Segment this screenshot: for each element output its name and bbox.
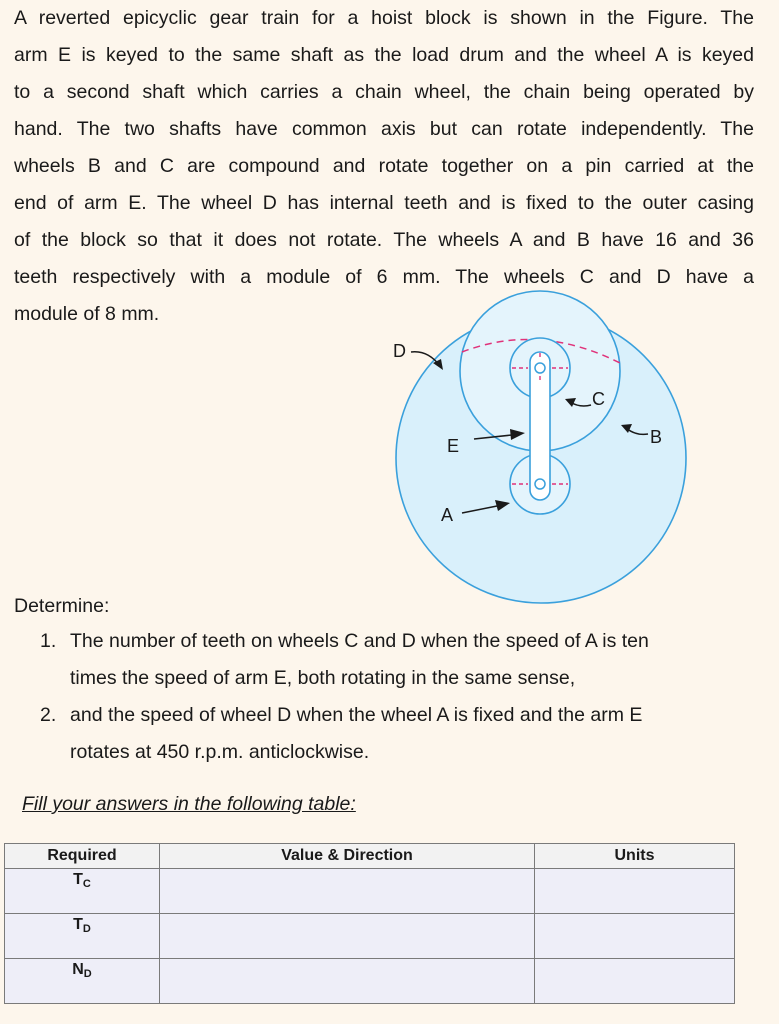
symbol-sub: C (82, 878, 91, 890)
problem-line: of the block so that it does not rotate. The wheels A and B have 16 and 36 (14, 229, 754, 251)
header-units: Units (535, 844, 735, 869)
question-text: rotates at 450 r.p.m. anticlockwise. (70, 741, 370, 763)
pin-upper (535, 363, 545, 373)
question-number: 2. (40, 704, 57, 726)
header-required: Required (5, 844, 160, 869)
problem-line: teeth respectively with a module of 6 mm. The wheels C and D have a (14, 266, 754, 288)
symbol-main: N (72, 961, 84, 978)
value-input-cell[interactable] (160, 869, 535, 914)
table-header-row (5, 844, 735, 869)
label-c: C (592, 389, 605, 409)
table-row (5, 959, 735, 1004)
problem-statement (14, 0, 754, 333)
arm-e (530, 352, 550, 500)
problem-line: module of 8 mm. (14, 303, 160, 325)
pin-lower (535, 479, 545, 489)
label-b: B (650, 427, 663, 447)
question-text: and the speed of wheel D when the wheel A is fixed and the arm E (70, 704, 643, 726)
question-number: 1. (40, 630, 57, 652)
problem-line: wheels B and C are compound and rotate together on a pin carried at the (14, 155, 754, 177)
header-value: Value & Direction (160, 844, 535, 869)
problem-line: to a second shaft which carries a chain wheel, the chain being operated by (14, 81, 754, 103)
determine-heading: Determine: (14, 595, 110, 617)
table-row (5, 914, 735, 959)
label-a: A (441, 505, 454, 525)
label-e: E (447, 436, 460, 456)
question-text: The number of teeth on wheels C and D when the speed of A is ten (70, 630, 649, 652)
problem-line: arm E is keyed to the same shaft as the load drum and the wheel A is keyed (14, 44, 754, 66)
answer-table (4, 843, 735, 1004)
problem-line: end of arm E. The wheel D has internal teeth and is fixed to the outer casing (14, 192, 754, 214)
problem-line: A reverted epicyclic gear train for a hoist block is shown in the Figure. The (14, 7, 754, 29)
symbol-sub: D (82, 923, 91, 935)
symbol-main: T (73, 871, 83, 888)
table-row (5, 869, 735, 914)
symbol-main: T (73, 916, 83, 933)
value-input-cell[interactable] (160, 959, 535, 1004)
problem-line: hand. The two shafts have common axis but can rotate independently. The (14, 118, 754, 140)
value-input-cell[interactable] (160, 914, 535, 959)
required-cell (5, 869, 160, 914)
gear-train-figure (380, 290, 700, 620)
label-d: D (393, 341, 406, 361)
units-input-cell[interactable] (535, 869, 735, 914)
required-cell (5, 914, 160, 959)
table-instruction: Fill your answers in the following table: (22, 793, 356, 815)
units-input-cell[interactable] (535, 959, 735, 1004)
symbol-sub: D (83, 968, 92, 980)
question-text: times the speed of arm E, both rotating in the same sense, (70, 667, 576, 689)
required-cell (5, 959, 160, 1004)
units-input-cell[interactable] (535, 914, 735, 959)
